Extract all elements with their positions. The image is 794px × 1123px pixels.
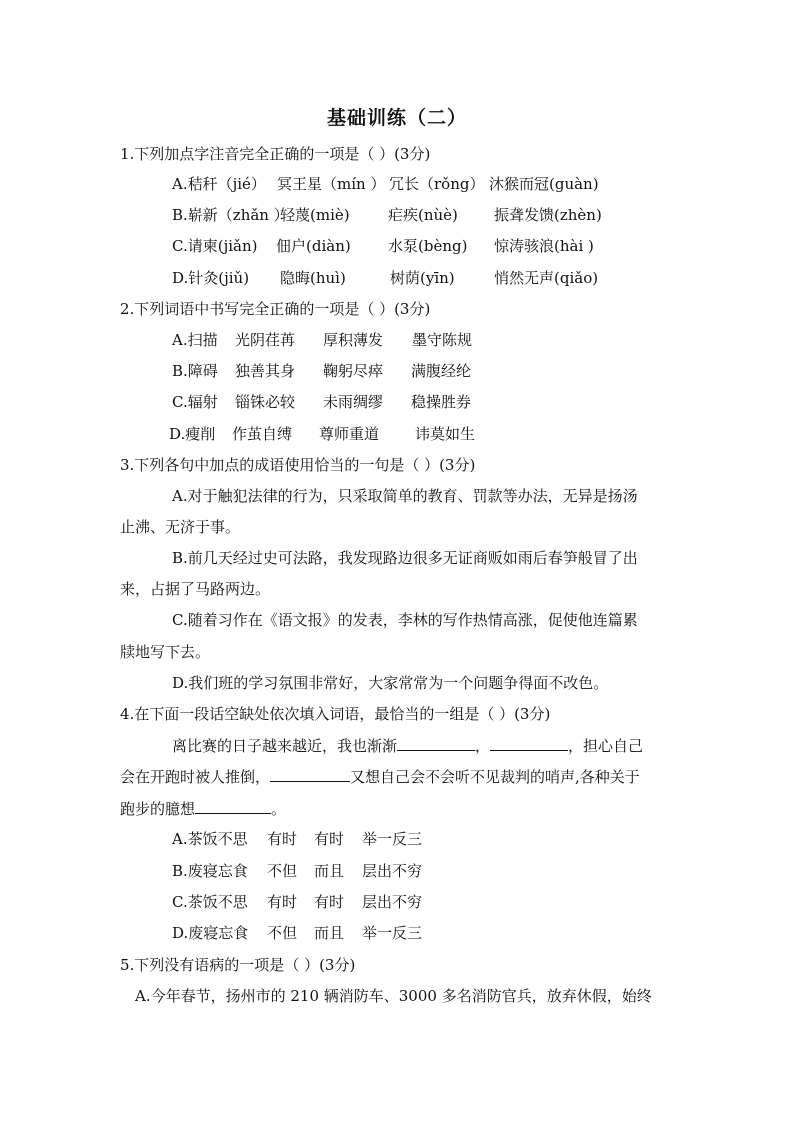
question-4-option-d [172,923,422,943]
option-word: 光阴荏苒 [235,331,296,349]
question-1-option-b [172,205,602,225]
question-3-line: C.随着习作在《语文报》的发表，李林的写作热情高涨，促使他连篇累 [172,611,638,629]
option-word: 轻蔑(miè) [280,206,350,224]
option-word: 有时 [314,830,345,848]
question-4-paragraph-line [120,799,286,819]
option-word: 举一反三 [362,830,423,848]
option-word: 树荫(yīn) [390,269,455,287]
option-word: 鞠躬尽瘁 [323,362,384,380]
paragraph-text: 又想自己会不会听不见裁判的哨声,各种关于 [350,768,640,786]
option-word: 未雨绸缪 [323,393,384,411]
question-3-line: 牍地写下去。 [120,643,211,661]
question-3-line: B.前几天经过史可法路，我发现路边很多无证商贩如雨后春笋般冒了出 [172,549,638,567]
question-4-paragraph-line [120,767,640,787]
answer-blank [270,767,350,782]
question-2-option-b [172,361,471,381]
option-word: D.废寝忘食 [172,924,249,942]
option-word: 层出不穷 [362,893,423,911]
question-2-option-a [172,330,472,350]
option-word: 隐晦(huì) [280,269,346,287]
option-word: C.茶饭不思 [172,893,248,911]
option-word: D.瘦削 [169,425,216,443]
option-word: 独善其身 [235,362,296,380]
option-word: 疟疾(nùè) [388,206,458,224]
option-word: 举一反三 [362,924,423,942]
answer-blank [490,736,568,751]
option-word: B.崭新（zhǎn ） [172,206,289,224]
question-4-option-a [172,829,422,849]
option-word: 厚积薄发 [323,331,384,349]
option-word: 振聋发馈(zhèn) [494,206,602,224]
option-word: 墨守陈规 [412,331,473,349]
option-word: D.针灸(jiǔ) [172,269,250,287]
option-word: 惊涛骇浪(hài ) [494,237,594,255]
option-word: 水泵(bèng) [388,237,468,255]
question-4-option-c [172,892,422,912]
option-word: C.请柬(jiǎn) [172,237,258,255]
question-5-stem: 5.下列没有语病的一项是（ ）(3分) [120,956,356,974]
question-2-option-c [172,392,471,412]
paragraph-text: 。 [271,800,287,818]
question-1-option-c [172,236,594,256]
paragraph-text: 离比赛的日子越来越近，我也渐渐 [172,737,398,755]
option-word: 讳莫如生 [415,425,476,443]
paragraph-text: ，担心自己 [568,737,644,755]
option-word: A.扫描 [172,331,218,349]
question-4-option-b [172,861,422,881]
page-title: 基础训练（二） [326,107,467,129]
option-word: 满腹经纶 [411,362,472,380]
answer-blank [195,799,271,814]
question-3-line: A.对于触犯法律的行为，只采取简单的教育、罚款等办法，无异是扬汤 [172,487,638,505]
option-word: 有时 [267,893,298,911]
answer-blank [397,736,475,751]
option-word: 作茧自缚 [232,425,293,443]
option-word: 不但 [267,924,298,942]
option-word: A.秸秆（jié） [172,175,266,193]
option-word: B.障碍 [172,362,218,380]
paragraph-text: ， [475,737,491,755]
option-word: 尊师重道 [319,425,380,443]
option-word: B.废寝忘食 [172,862,248,880]
option-word: 冥王星（mín ） [277,175,386,193]
question-1-option-d [172,268,598,288]
question-3-stem: 3.下列各句中加点的成语使用恰当的一句是（ ）(3分) [120,456,476,474]
option-word: 不但 [267,862,298,880]
question-4-paragraph-line [172,736,643,756]
question-1-option-a [172,174,599,194]
question-3-line: D.我们班的学习氛围非常好，大家常常为一个问题争得面不改色。 [172,674,609,692]
option-word: 稳操胜券 [411,393,472,411]
option-word: 而且 [314,862,345,880]
option-word: C.辐射 [172,393,218,411]
option-word: 层出不穷 [362,862,423,880]
paragraph-text: 会在开跑时被人推倒， [120,768,271,786]
paragraph-text: 跑步的臆想 [120,800,196,818]
question-4-stem: 4.在下面一段话空缺处依次填入词语，最恰当的一组是（ ）(3分) [120,705,551,723]
option-word: 冗长（rǒng） [389,175,485,193]
option-word: 佃户(diàn) [276,237,351,255]
question-2-stem: 2.下列词语中书写完全正确的一项是（ ）(3分) [120,300,431,318]
question-5-option-a: A.今年春节，扬州市的 210 辆消防车、3000 多名消防官兵，放弃休假，始终 [135,987,652,1005]
question-1-stem: 1.下列加点字注音完全正确的一项是（ ）(3分) [120,145,431,163]
option-word: 锱铢必较 [235,393,296,411]
option-word: 沐猴而冠(guàn) [489,175,599,193]
question-3-line: 来，占据了马路两边。 [120,580,271,598]
option-word: 悄然无声(qiǎo) [494,269,599,287]
option-word: 而且 [314,924,345,942]
question-2-option-d [169,424,475,444]
option-word: A.茶饭不思 [172,830,248,848]
option-word: 有时 [267,830,298,848]
option-word: 有时 [314,893,345,911]
question-3-line: 止沸、无济于事。 [120,518,241,536]
